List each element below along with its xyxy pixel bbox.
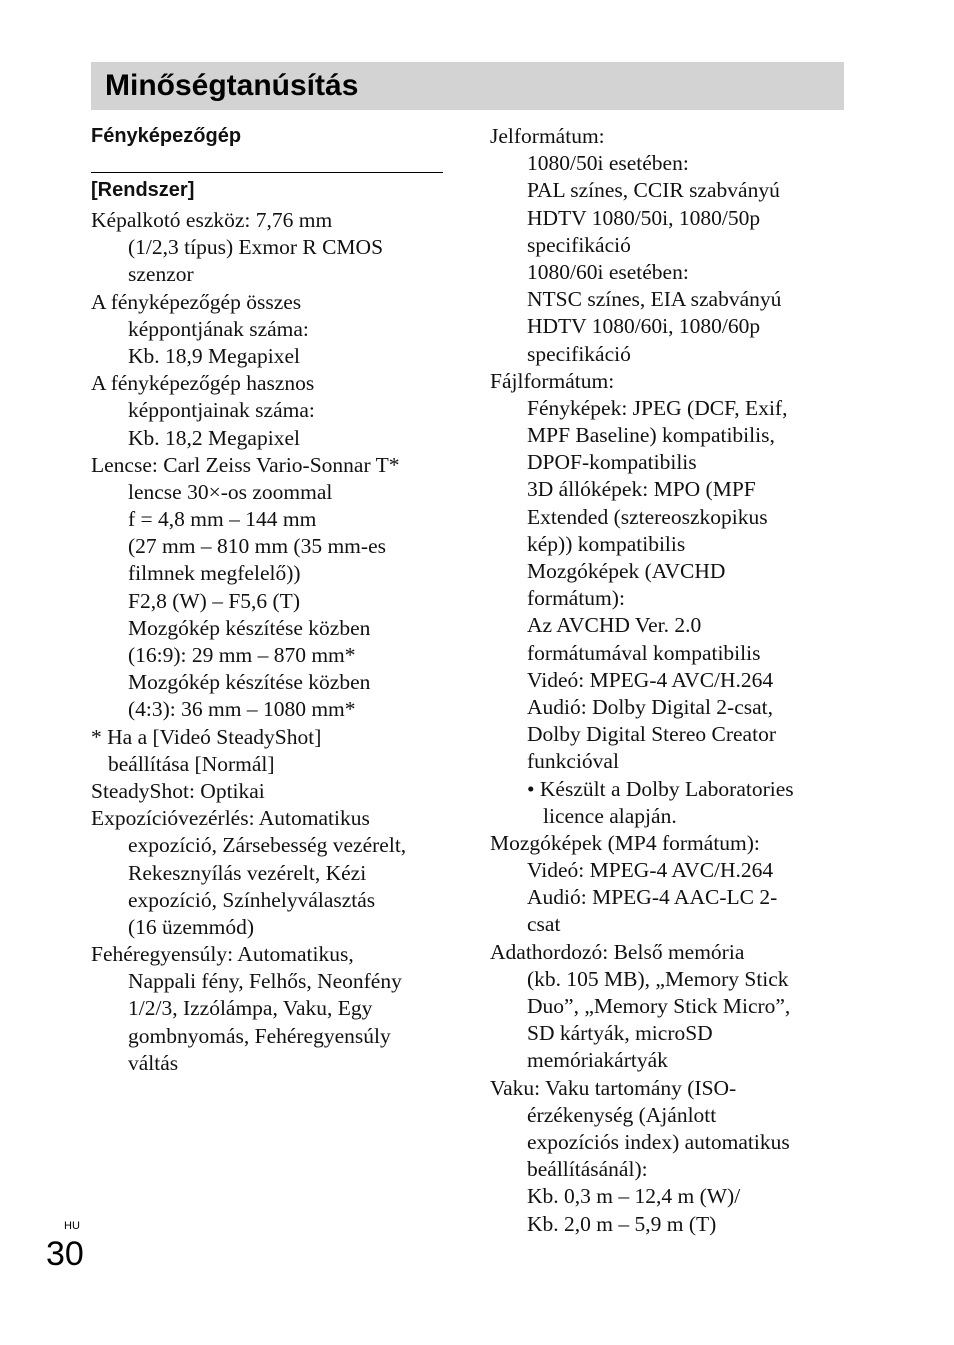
section-divider (91, 172, 443, 173)
spec-line: expozíció, Zársebesség vezérelt, (128, 833, 407, 858)
spec-line: (16:9): 29 mm – 870 mm* (128, 643, 356, 667)
spec-line: specifikáció (527, 232, 631, 257)
spec-line: Vaku: Vaku tartomány (ISO- (490, 1075, 737, 1100)
spec-line: Nappali fény, Felhős, Neonfény (128, 969, 402, 994)
spec-line: Fényképek: JPEG (DCF, Exif, (527, 395, 788, 420)
spec-line: SteadyShot: Optikai (91, 778, 265, 803)
spec-line: Kb. 0,3 m – 12,4 m (W)/ (527, 1184, 741, 1209)
spec-line: (16 üzemmód) (128, 914, 254, 939)
spec-line: 1080/60i esetében: (527, 259, 689, 284)
spec-line: beállítása [Normál] (108, 751, 275, 776)
spec-line: HDTV 1080/60i, 1080/60p (527, 314, 761, 339)
spec-line: Mozgókép készítése közben (128, 615, 371, 640)
spec-line: expozíció, Színhelyválasztás (128, 887, 376, 912)
spec-line: 3D állóképek: MPO (MPF (527, 477, 756, 502)
spec-line: Audió: MPEG-4 AAC-LC 2- (527, 885, 778, 910)
spec-line: filmnek megfelelő)) (128, 561, 301, 586)
spec-line: (kb. 105 MB), „Memory Stick (527, 966, 789, 991)
page-title: Minőségtanúsítás (105, 69, 359, 102)
spec-line: Mozgóképek (MP4 formátum): (490, 830, 760, 855)
spec-line: Az AVCHD Ver. 2.0 (527, 613, 702, 638)
spec-line: Mozgókép készítése közben (128, 670, 371, 695)
spec-line: memóriakártyák (527, 1048, 668, 1073)
spec-line: licence alapján. (543, 803, 677, 828)
spec-line: Videó: MPEG-4 AVC/H.264 (527, 858, 774, 883)
spec-line: Mozgóképek (AVCHD (527, 559, 726, 583)
spec-line: Videó: MPEG-4 AVC/H.264 (527, 667, 774, 692)
subsection-heading: [Rendszer] (91, 179, 195, 201)
left-column (91, 123, 446, 1077)
spec-line: Expozícióvezérlés: Automatikus (91, 806, 370, 831)
spec-line: PAL színes, CCIR szabványú (527, 178, 780, 203)
spec-line: A fényképezőgép összes (91, 289, 302, 314)
spec-line: (27 mm – 810 mm (35 mm-es (128, 534, 386, 559)
spec-line: HDTV 1080/50i, 1080/50p (527, 205, 761, 230)
spec-line: csat (527, 912, 561, 937)
language-code: HU (64, 1220, 80, 1232)
spec-line: képpontjainak száma: (128, 398, 315, 423)
spec-line: képpontjának száma: (128, 316, 309, 341)
spec-line: NTSC színes, EIA szabványú (527, 287, 782, 312)
page-number: 30 (46, 1235, 84, 1273)
spec-line: MPF Baseline) kompatibilis, (527, 423, 775, 448)
spec-line: Fájlformátum: (490, 368, 615, 393)
spec-line: expozíciós index) automatikus (527, 1129, 790, 1154)
spec-line: 1080/50i esetében: (527, 151, 689, 176)
spec-line: F2,8 (W) – F5,6 (T) (128, 588, 300, 613)
spec-line: formátumával kompatibilis (527, 640, 761, 665)
page-title-band (91, 62, 844, 110)
section-heading: Fényképezőgép (91, 125, 242, 147)
spec-line: Képalkotó eszköz: 7,76 mm (91, 208, 333, 232)
spec-line: érzékenység (Ajánlott (527, 1102, 717, 1127)
spec-line: DPOF-kompatibilis (527, 450, 697, 475)
spec-line: formátum): (527, 586, 625, 611)
spec-line: Duo”, „Memory Stick Micro”, (527, 994, 791, 1018)
spec-line: (4:3): 36 mm – 1080 mm* (128, 697, 356, 722)
spec-line: funkcióval (527, 749, 619, 774)
spec-list-left (91, 207, 446, 1077)
spec-line: Adathordozó: Belső memória (490, 939, 745, 964)
spec-line: Kb. 2,0 m – 5,9 m (T) (527, 1211, 717, 1236)
spec-line: 1/2/3, Izzólámpa, Vaku, Egy (128, 996, 373, 1021)
spec-line: Kb. 18,2 Megapixel (128, 425, 300, 450)
spec-line: f = 4,8 mm – 144 mm (128, 507, 317, 532)
spec-line: kép)) kompatibilis (527, 531, 686, 556)
spec-line: Fehéregyensúly: Automatikus, (91, 942, 354, 967)
spec-line: • Készült a Dolby Laboratories (527, 776, 794, 801)
spec-line: gombnyomás, Fehéregyensúly (128, 1023, 391, 1048)
spec-line: (1/2,3 típus) Exmor R CMOS (128, 235, 384, 260)
right-column (490, 123, 835, 1238)
spec-line: * Ha a [Videó SteadyShot] (91, 724, 322, 749)
spec-line: váltás (128, 1050, 179, 1075)
spec-line: Lencse: Carl Zeiss Vario-Sonnar T* (91, 452, 400, 477)
spec-line: A fényképezőgép hasznos (91, 371, 315, 396)
spec-line: szenzor (128, 262, 194, 287)
spec-line: specifikáció (527, 341, 631, 366)
spec-line: Dolby Digital Stereo Creator (527, 722, 776, 747)
spec-line: Jelformátum: (490, 124, 605, 148)
spec-line: Kb. 18,9 Megapixel (128, 343, 300, 368)
spec-list-right (490, 123, 835, 1238)
spec-line: Rekesznyílás vezérelt, Kézi (128, 860, 367, 885)
spec-line: beállításánál): (527, 1157, 648, 1182)
spec-line: Extended (sztereoszkopikus (527, 504, 768, 529)
spec-line: SD kártyák, microSD (527, 1021, 713, 1046)
spec-line: lencse 30×-os zoommal (128, 479, 333, 504)
spec-line: Audió: Dolby Digital 2-csat, (527, 694, 774, 719)
